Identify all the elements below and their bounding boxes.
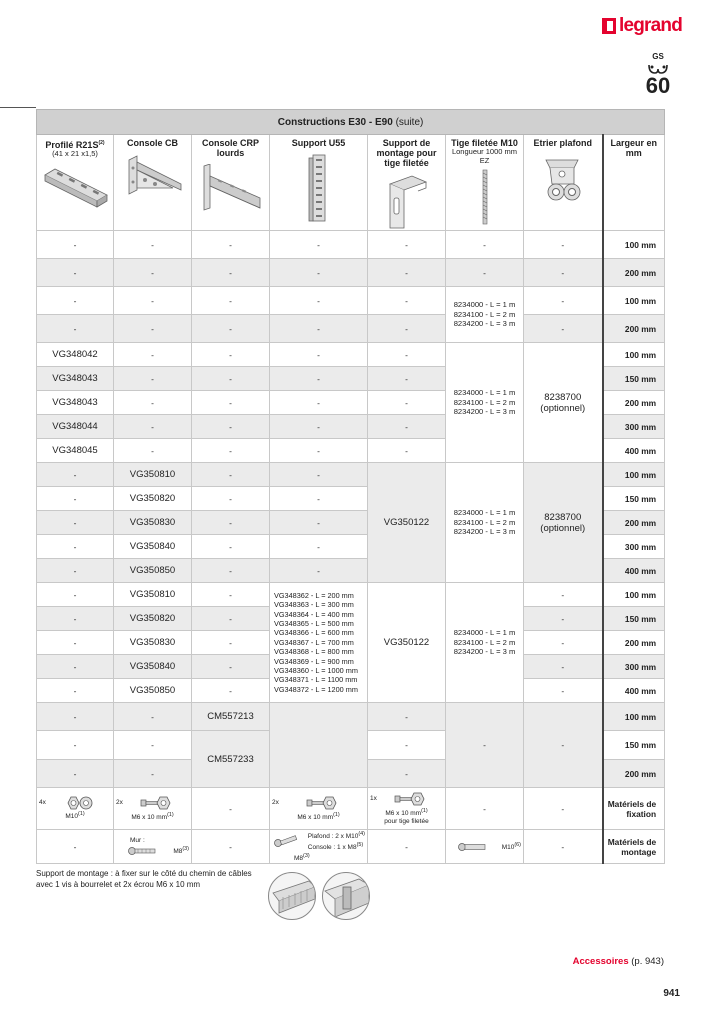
width-cell: 300 mm <box>603 655 665 679</box>
cell-dash: - <box>37 511 114 535</box>
bolt-icon <box>140 795 174 811</box>
cell-dash: - <box>37 535 114 559</box>
rod-line: 8234100 - L = 2 m <box>453 309 516 319</box>
cell-dash: - <box>524 287 603 315</box>
montage-ceiling-console <box>270 830 368 864</box>
cell-dash: - <box>270 487 368 511</box>
console-cb-image <box>121 154 185 210</box>
cell-dash: - <box>37 830 114 864</box>
product-code: VG348044 <box>37 415 114 439</box>
width-cell: 150 mm <box>603 367 665 391</box>
cell-dash: - <box>192 391 270 415</box>
cell-dash: - <box>114 731 192 760</box>
header-console-cb <box>114 135 192 231</box>
rod-line: 8234000 - L = 1 m <box>453 299 516 309</box>
logo-mark <box>602 18 616 34</box>
cable-tray-mount-image <box>269 873 316 920</box>
product-code: VG350840 <box>114 535 192 559</box>
width-cell: 100 mm <box>603 287 665 315</box>
cell-dash: - <box>368 760 446 788</box>
cell-dash: - <box>524 583 603 607</box>
cell-dash: - <box>524 830 603 864</box>
cell-dash: - <box>270 287 368 315</box>
section-tab[interactable] <box>636 52 680 96</box>
caption: M8 <box>173 848 183 856</box>
cell-dash: - <box>270 367 368 391</box>
width-cell: 300 mm <box>603 415 665 439</box>
product-code: CM557233 <box>192 731 270 788</box>
product-code: VG348045 <box>37 439 114 463</box>
fixation-m6-bolt <box>114 788 192 830</box>
width-cell: 300 mm <box>603 535 665 559</box>
cell-dash: - <box>37 287 114 315</box>
product-code: VG350840 <box>114 655 192 679</box>
fixation-u55-bolt <box>270 788 368 830</box>
caption: M8 <box>294 855 304 863</box>
cell-dash: - <box>368 391 446 415</box>
u55-item: VG348367 - L = 700 mm <box>274 637 354 647</box>
width-cell: 100 mm <box>603 703 665 731</box>
cell-dash: - <box>192 679 270 703</box>
support-montage-image <box>382 174 432 230</box>
product-code: VG350122 <box>368 463 446 583</box>
cell-dash: - <box>37 607 114 631</box>
header-threaded-rod-sub: Longueur 1000 mm EZ <box>451 147 518 165</box>
caption: Plafond : 2 x M10 <box>307 833 359 841</box>
u55-item: VG348365 - L = 500 mm <box>274 618 354 628</box>
rod-line: 8234100 - L = 2 m <box>453 397 516 407</box>
header-threaded-rod-label: Tige filetée M10 <box>451 138 518 148</box>
u55-item: VG348371 - L = 1100 mm <box>274 675 358 685</box>
cell-dash: - <box>114 231 192 259</box>
u55-list <box>270 583 368 703</box>
width-cell: 150 mm <box>603 731 665 760</box>
cell-dash: - <box>368 439 446 463</box>
montage-m10-anchor <box>446 830 524 864</box>
rod-cell <box>446 343 524 463</box>
cell-dash: - <box>368 703 446 731</box>
product-code: VG348043 <box>37 367 114 391</box>
width-cell: 200 mm <box>603 631 665 655</box>
header-support-montage <box>368 135 446 231</box>
table-row <box>37 463 665 487</box>
cell-dash: - <box>192 535 270 559</box>
u55-item: VG348362 - L = 200 mm <box>274 590 354 600</box>
rod-cell <box>446 463 524 583</box>
threaded-rod-image <box>480 169 490 225</box>
rod-line: 8234100 - L = 2 m <box>453 637 516 647</box>
profile-rail-image <box>41 165 109 213</box>
cell-dash: - <box>192 415 270 439</box>
table-row <box>37 703 665 731</box>
cable-tray-mount-image <box>323 873 370 920</box>
cell-dash: - <box>192 830 270 864</box>
product-code: VG350810 <box>114 463 192 487</box>
console-crp-image <box>198 164 264 216</box>
footnote-ref: (1) <box>167 811 174 818</box>
product-table <box>36 109 665 864</box>
rod-line: 8234000 - L = 1 m <box>453 627 516 637</box>
fixation-label: Matériels de fixation <box>603 788 665 830</box>
header-width-label: Largeur en mm <box>610 138 658 158</box>
cell-dash: - <box>37 760 114 788</box>
mounting-photo-2 <box>322 872 370 920</box>
table-row <box>37 830 665 864</box>
u55-item: VG348360 - L = 1000 mm <box>274 666 358 676</box>
header-profile <box>37 135 114 231</box>
bracket-cell <box>524 463 603 583</box>
cell-dash: - <box>114 315 192 343</box>
footnote-ref: (5) <box>356 842 364 849</box>
width-cell: 150 mm <box>603 607 665 631</box>
brand-name: legrand <box>619 15 683 36</box>
caption: M10 <box>501 844 515 852</box>
footnote-ref: (1) <box>333 811 340 818</box>
cell-dash: - <box>524 315 603 343</box>
mounting-note <box>36 868 276 890</box>
fixation-rod-bolt <box>368 788 446 830</box>
footnote-ref: (3) <box>303 853 310 860</box>
cell-dash: - <box>192 287 270 315</box>
cell-dash: - <box>114 760 192 788</box>
cell-dash: - <box>192 315 270 343</box>
product-code: VG348043 <box>37 391 114 415</box>
table-row <box>37 231 665 259</box>
cell-dash: - <box>37 259 114 287</box>
table-row <box>37 315 665 343</box>
cell-dash: - <box>114 415 192 439</box>
rod-line: 8234200 - L = 3 m <box>453 647 516 657</box>
header-support-u55-label: Support U55 <box>291 138 346 148</box>
cell-dash: - <box>368 315 446 343</box>
cell-dash: - <box>368 415 446 439</box>
width-cell: 100 mm <box>603 583 665 607</box>
header-width <box>603 135 665 231</box>
cell-dash: - <box>446 259 524 287</box>
product-code: VG350850 <box>114 679 192 703</box>
table-title <box>37 110 665 135</box>
caption: M6 x 10 mm <box>131 814 168 822</box>
table-row <box>37 583 665 607</box>
table-row <box>37 259 665 287</box>
rod-cell <box>446 583 524 703</box>
table-title-suffix: (suite) <box>395 116 424 128</box>
footnote-ref: (1) <box>78 810 85 817</box>
product-code: VG350830 <box>114 511 192 535</box>
cell-dash: - <box>192 439 270 463</box>
u55-item: VG348369 - L = 900 mm <box>274 656 354 666</box>
rod-line: 8234100 - L = 2 m <box>453 517 516 527</box>
cell-dash: - <box>192 655 270 679</box>
montage-label: Matériels de montage <box>603 830 665 864</box>
rod-line: 8234200 - L = 3 m <box>453 407 516 417</box>
qty-label: 1x <box>370 794 377 802</box>
caption: Console : 1 x M8 <box>307 844 357 852</box>
anchor-icon <box>128 846 158 856</box>
support-u55-image <box>304 154 334 222</box>
cell-dash: - <box>114 343 192 367</box>
header-support-montage-label: Support de montage pour tige filetée <box>376 138 437 168</box>
cell-dash: - <box>270 463 368 487</box>
footnote-ref: (3) <box>182 846 189 853</box>
cell-dash: - <box>192 367 270 391</box>
cell-dash: - <box>192 511 270 535</box>
cell-dash: - <box>192 607 270 631</box>
width-cell: 150 mm <box>603 487 665 511</box>
width-cell: 200 mm <box>603 391 665 415</box>
width-cell: 200 mm <box>603 259 665 287</box>
rod-line: 8234000 - L = 1 m <box>453 387 516 397</box>
u55-item: VG348372 - L = 1200 mm <box>274 684 358 694</box>
product-code: VG348042 <box>37 343 114 367</box>
qty-label: 4x <box>39 798 46 806</box>
fixation-m10 <box>37 788 114 830</box>
header-profile-label: Profilé R21S <box>45 140 99 150</box>
caption: Mur : <box>130 837 145 845</box>
header-threaded-rod <box>446 135 524 231</box>
header-support-u55 <box>270 135 368 231</box>
header-profile-sup: (2) <box>98 140 105 146</box>
product-code: VG350810 <box>114 583 192 607</box>
cell-dash: - <box>270 559 368 583</box>
width-cell: 100 mm <box>603 231 665 259</box>
cell-dash: - <box>114 703 192 731</box>
cell-dash: - <box>114 391 192 415</box>
u55-item: VG348363 - L = 300 mm <box>274 600 354 610</box>
cell-dash: - <box>270 343 368 367</box>
bracket-code: 8238700 <box>544 391 582 403</box>
divider <box>0 107 36 108</box>
table-row <box>37 788 665 830</box>
width-cell: 200 mm <box>603 760 665 788</box>
footnote-ref: (4) <box>358 831 365 837</box>
product-code: VG350830 <box>114 631 192 655</box>
cell-dash: - <box>37 731 114 760</box>
caption: pour tige filetée <box>384 818 429 826</box>
cell-dash: - <box>368 830 446 864</box>
cell-dash: - <box>368 259 446 287</box>
rod-line: 8234200 - L = 3 m <box>453 527 516 537</box>
footnote-ref: (6) <box>514 842 521 849</box>
empty-cell <box>270 703 368 788</box>
nut-icon <box>67 796 93 810</box>
product-code: VG350820 <box>114 607 192 631</box>
montage-wall-anchor <box>114 830 192 864</box>
cell-dash: - <box>270 439 368 463</box>
bolt-icon <box>306 795 340 811</box>
anchor-icon <box>274 834 304 848</box>
product-code: VG350850 <box>114 559 192 583</box>
section-number: 60 <box>645 73 671 98</box>
width-cell: 100 mm <box>603 463 665 487</box>
cell-dash: - <box>524 631 603 655</box>
qty-label: 2x <box>116 798 123 806</box>
cell-dash: - <box>368 343 446 367</box>
width-cell: 100 mm <box>603 343 665 367</box>
rod-line: 8234000 - L = 1 m <box>453 507 516 517</box>
cell-dash: - <box>37 487 114 511</box>
bracket-cell <box>524 343 603 463</box>
qty-label: 2x <box>272 798 279 806</box>
product-code: CM557213 <box>192 703 270 731</box>
bolt-icon <box>394 791 428 807</box>
bracket-code: 8238700 <box>544 511 582 523</box>
header-console-crp <box>192 135 270 231</box>
accessories-page-ref: (p. 943) <box>631 956 664 967</box>
cell-dash: - <box>192 583 270 607</box>
cell-dash: - <box>524 788 603 830</box>
header-ceiling-bracket <box>524 135 603 231</box>
cell-dash: - <box>192 343 270 367</box>
cell-dash: - <box>270 511 368 535</box>
cell-dash: - <box>192 559 270 583</box>
header-console-crp-label: Console CRP lourds <box>201 138 259 158</box>
cell-dash: - <box>37 463 114 487</box>
cell-dash: - <box>270 415 368 439</box>
header-profile-sub: (41 x 21 x1,5) <box>52 149 98 158</box>
brand-logo <box>602 16 682 36</box>
u55-item: VG348368 - L = 800 mm <box>274 647 354 657</box>
cell-dash: - <box>524 703 603 788</box>
product-code: VG350122 <box>368 583 446 703</box>
width-cell: 400 mm <box>603 559 665 583</box>
cell-dash: - <box>37 631 114 655</box>
cell-dash: - <box>114 439 192 463</box>
cell-dash: - <box>192 788 270 830</box>
footnote-ref: (1) <box>421 807 428 814</box>
accessories-link-label[interactable]: Accessoires <box>572 956 629 967</box>
cell-dash: - <box>368 231 446 259</box>
width-cell: 200 mm <box>603 315 665 343</box>
mounting-photo-1 <box>268 872 316 920</box>
cell-dash: - <box>114 367 192 391</box>
rod-cell <box>446 287 524 343</box>
table-title-text: Constructions E30 - E90 <box>277 116 393 128</box>
rod-line: 8234200 - L = 3 m <box>453 319 516 329</box>
bracket-optional: (optionnel) <box>540 522 586 534</box>
cell-dash: - <box>37 655 114 679</box>
cell-dash: - <box>192 259 270 287</box>
bracket-optional: (optionnel) <box>540 402 586 414</box>
cell-dash: - <box>192 631 270 655</box>
note-line: avec 1 vis à bourrelet et 2x écrou M6 x 10 mm <box>36 880 201 889</box>
anchor-icon <box>458 841 488 853</box>
product-code: VG350820 <box>114 487 192 511</box>
cell-dash: - <box>37 559 114 583</box>
table-row <box>37 287 665 315</box>
cell-dash: - <box>192 231 270 259</box>
cell-dash: - <box>192 463 270 487</box>
cell-dash: - <box>270 535 368 559</box>
caption: M6 x 10 mm <box>297 814 334 822</box>
cell-dash: - <box>37 315 114 343</box>
cell-dash: - <box>524 231 603 259</box>
cell-dash: - <box>270 259 368 287</box>
cell-dash: - <box>368 731 446 760</box>
cell-dash: - <box>446 703 524 788</box>
cell-dash: - <box>524 259 603 287</box>
cell-dash: - <box>446 231 524 259</box>
cell-dash: - <box>524 607 603 631</box>
cell-dash: - <box>368 287 446 315</box>
cell-dash: - <box>37 679 114 703</box>
cell-dash: - <box>114 259 192 287</box>
header-ceiling-bracket-label: Etrier plafond <box>533 138 592 148</box>
cell-dash: - <box>368 367 446 391</box>
ceiling-bracket-image <box>538 154 588 204</box>
caption: M6 x 10 mm <box>385 810 422 818</box>
cell-dash: - <box>37 703 114 731</box>
page-number: 941 <box>663 988 680 999</box>
note-line: Support de montage : à fixer sur le côté du chemin de câbles <box>36 869 252 878</box>
cell-dash: - <box>114 287 192 315</box>
section-tab-label: GS <box>652 52 664 61</box>
cell-dash: - <box>192 487 270 511</box>
caption: M10 <box>65 813 79 821</box>
cell-dash: - <box>524 679 603 703</box>
cell-dash: - <box>270 391 368 415</box>
cell-dash: - <box>37 231 114 259</box>
cell-dash: - <box>270 315 368 343</box>
accessories-link[interactable] <box>573 956 664 967</box>
cell-dash: - <box>446 788 524 830</box>
width-cell: 400 mm <box>603 439 665 463</box>
u55-item: VG348366 - L = 600 mm <box>274 628 354 638</box>
cell-dash: - <box>270 231 368 259</box>
cell-dash: - <box>37 583 114 607</box>
cell-dash: - <box>524 655 603 679</box>
width-cell: 200 mm <box>603 511 665 535</box>
u55-item: VG348364 - L = 400 mm <box>274 609 354 619</box>
width-cell: 400 mm <box>603 679 665 703</box>
header-console-cb-label: Console CB <box>126 138 178 148</box>
table-row <box>37 343 665 367</box>
